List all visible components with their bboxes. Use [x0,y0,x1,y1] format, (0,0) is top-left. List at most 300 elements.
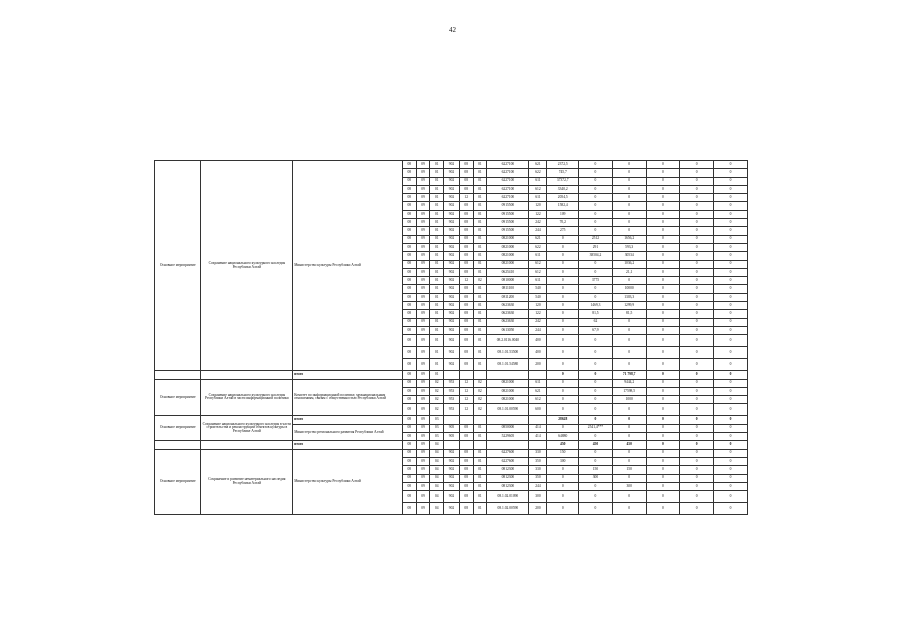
value-cell: 291 [579,243,613,251]
value-cell: 1582,4 [547,202,579,210]
value-cell: 0 [612,491,646,503]
value-cell: 0 [714,302,748,310]
code-cell: 0821000 [487,252,529,260]
code-cell: 08 [402,326,416,334]
value-cell: 0 [680,169,714,177]
code-cell: 902 [444,161,460,169]
total-row [155,416,748,424]
code-cell: 02 [473,277,487,285]
code-cell: 414 [529,424,547,432]
value-cell: 0 [547,474,579,482]
value-cell: 0 [646,185,680,193]
code-cell: 611 [529,252,547,260]
org-name: Комитет по информационной политике, межнациональным отношениям, связям с общественностью Республики Алтай [293,379,403,416]
value-cell: 0 [646,424,680,432]
value-cell: 300 [547,457,579,465]
value-cell: 0 [547,243,579,251]
value-cell: 0 [547,277,579,285]
code-cell: 09 [416,449,430,457]
code-cell: 01 [473,503,487,515]
code-cell: 01 [430,268,444,276]
code-cell: 6227100 [487,185,529,193]
value-cell: 0 [646,404,680,416]
code-cell: 08 [402,194,416,202]
value-cell: 0 [547,387,579,395]
value-cell: 0 [680,449,714,457]
code-cell: 08 [459,235,473,243]
code-cell: 0915500 [487,227,529,235]
code-cell: 902 [444,268,460,276]
section-description: Сохранение национального культурного наследия Республики Алтай [201,161,293,371]
code-cell: 244 [529,227,547,235]
code-cell: 04 [430,474,444,482]
value-cell: 0 [547,235,579,243]
code-cell [444,416,460,424]
value-cell: 67,9 [579,326,613,334]
value-cell: 0 [680,387,714,395]
code-cell: 902 [444,503,460,515]
value-cell: 81,5 [579,310,613,318]
code-cell: 01 [473,326,487,334]
code-cell: 01 [430,252,444,260]
code-cell: 902 [444,310,460,318]
code-cell: 08 [459,310,473,318]
code-cell: 01 [473,474,487,482]
code-cell: 0811200 [487,293,529,301]
value-cell: 0 [646,433,680,441]
code-cell: 08 [459,359,473,371]
value-cell: 10000 [612,285,646,293]
value-cell: 0 [646,441,680,449]
code-cell: 09 [416,227,430,235]
code-cell: 01 [473,449,487,457]
value-cell: 0 [579,260,613,268]
code-cell: 12 [459,404,473,416]
section-description: Сохранение национального культурного наследия Республики Алтай в части информационной политики [201,379,293,416]
code-cell: 09 [416,416,430,424]
code-cell: 09 [416,219,430,227]
value-cell: 0 [612,347,646,359]
value-cell: 0 [714,310,748,318]
code-cell: 242 [529,219,547,227]
code-cell: 09 [416,335,430,347]
value-cell: 0 [612,424,646,432]
code-cell: 0915500 [487,219,529,227]
code-cell: 0821000 [487,243,529,251]
value-cell: 0 [714,326,748,334]
code-cell: 612 [529,185,547,193]
code-cell: 08 [459,243,473,251]
code-cell: 08 [459,177,473,185]
code-cell: 09 [416,202,430,210]
value-cell: 0 [714,194,748,202]
value-cell: 2512 [579,235,613,243]
code-cell: 09 [416,252,430,260]
code-cell: 01 [473,491,487,503]
value-cell: 0 [646,310,680,318]
value-cell: 0 [579,202,613,210]
code-cell: 12 [459,396,473,404]
code-cell: 09 [416,404,430,416]
value-cell: 593,3 [612,243,646,251]
code-cell: 08 [459,491,473,503]
code-cell: 540 [529,293,547,301]
code-cell: 120 [529,202,547,210]
code-cell: 01 [473,268,487,276]
value-cell: 0 [612,457,646,465]
code-cell: 953 [444,404,460,416]
code-cell: 902 [444,252,460,260]
code-cell: 09 [416,210,430,218]
value-cell: 0 [680,416,714,424]
code-cell: 09 [416,194,430,202]
value-cell: 0 [579,379,613,387]
code-cell: 08 [402,285,416,293]
code-cell: 08 [459,260,473,268]
value-cell: 0 [680,285,714,293]
code-cell [487,441,529,449]
code-cell: 01 [430,235,444,243]
value-cell: 0 [547,302,579,310]
value-cell: 0 [646,219,680,227]
code-cell: 622 [529,169,547,177]
code-cell: 902 [444,293,460,301]
code-cell: 02 [430,379,444,387]
value-cell: 2372,5 [547,161,579,169]
value-cell: 0 [680,268,714,276]
code-cell: 09 [416,161,430,169]
value-cell: 0 [646,194,680,202]
code-cell: 08 [459,347,473,359]
code-cell: 08 [459,424,473,432]
value-cell: 0 [680,302,714,310]
code-cell: 08 [402,335,416,347]
code-cell: 122 [529,210,547,218]
value-cell: 0 [714,371,748,379]
code-cell: 0821000 [487,387,529,395]
value-cell: 0 [579,396,613,404]
code-cell: 902 [444,474,460,482]
code-cell: 08 [402,404,416,416]
value-cell: 0 [646,302,680,310]
code-cell [473,371,487,379]
value-cell: 0 [680,161,714,169]
code-cell: 01 [430,219,444,227]
value-cell: 0 [579,293,613,301]
code-cell: 01 [430,371,444,379]
code-cell: 244 [529,482,547,490]
value-cell: 0 [680,433,714,441]
code-cell: 09 [416,359,430,371]
code-cell: 0625410 [487,268,529,276]
code-cell: 611 [529,194,547,202]
code-cell: 09 [416,387,430,395]
value-cell: 0 [579,371,613,379]
code-cell: 5229605 [487,433,529,441]
code-cell: 902 [444,277,460,285]
code-cell: 01 [430,347,444,359]
value-cell: 9444,2 [612,379,646,387]
code-cell: 01 [430,260,444,268]
code-cell: 902 [444,227,460,235]
value-cell: 0 [579,457,613,465]
total-label: итого [293,371,403,379]
code-cell: 08 [402,449,416,457]
value-cell: 3775 [579,277,613,285]
value-cell: 70,2 [547,219,579,227]
value-cell: 0 [646,235,680,243]
value-cell: 0 [714,252,748,260]
value-cell: 0 [714,449,748,457]
code-cell: 02 [430,396,444,404]
value-cell: 0 [579,177,613,185]
code-cell: 08 [459,268,473,276]
code-cell: 902 [444,194,460,202]
value-cell: 0 [612,503,646,515]
code-cell: 01 [430,177,444,185]
code-cell: 04 [430,449,444,457]
code-cell: 400 [529,335,547,347]
code-cell: 08 [459,219,473,227]
code-cell: 08 [402,503,416,515]
code-cell [529,416,547,424]
code-cell: 09 [416,424,430,432]
value-cell: 62 [579,318,613,326]
value-cell: 0 [646,252,680,260]
org-name: Министерство регионального развития Республики Алтай [293,424,403,441]
code-cell: 09 [416,491,430,503]
value-cell: 0 [612,177,646,185]
code-cell: 905 [444,424,460,432]
code-cell: 0623630 [487,302,529,310]
code-cell: 902 [444,235,460,243]
value-cell: 0 [547,268,579,276]
code-cell: 08 [402,243,416,251]
value-cell: 0 [612,335,646,347]
code-cell: 01 [473,347,487,359]
value-cell: 0 [579,387,613,395]
code-cell: 08 [402,219,416,227]
code-cell [459,371,473,379]
value-cell: 0 [646,227,680,235]
value-cell: 0 [612,185,646,193]
code-cell: 01 [430,310,444,318]
value-cell: 0 [547,396,579,404]
value-cell: 0 [579,404,613,416]
code-cell: 122 [529,310,547,318]
code-cell: 09 [416,268,430,276]
value-cell: 0 [646,268,680,276]
value-cell: 0 [714,235,748,243]
value-cell: 0 [579,503,613,515]
section-type-label: Основное мероприятие [155,161,201,371]
code-cell: 09 [416,379,430,387]
code-cell: 902 [444,457,460,465]
code-cell: 01 [430,326,444,334]
value-cell: 0 [579,161,613,169]
code-cell: 08 [459,466,473,474]
code-cell: 01 [430,285,444,293]
value-cell: 0 [714,293,748,301]
code-cell: 08 [402,396,416,404]
value-cell: 0 [612,194,646,202]
code-cell: 08 [402,293,416,301]
org-name: Министерство культуры Республики Алтай [293,449,403,514]
value-cell: 0 [646,243,680,251]
code-cell: 01 [473,359,487,371]
value-cell: 0 [646,466,680,474]
value-cell: 0 [547,491,579,503]
code-cell: 01 [473,433,487,441]
code-cell: 902 [444,185,460,193]
code-cell: 0915500 [487,202,529,210]
code-cell [529,441,547,449]
code-cell: 08 [402,268,416,276]
code-cell: 01 [430,318,444,326]
code-cell: 03 [430,433,444,441]
value-cell: 37372,7 [547,177,579,185]
code-cell: 902 [444,177,460,185]
value-cell: 450 [612,441,646,449]
value-cell: 0 [714,474,748,482]
code-cell: 242 [529,318,547,326]
value-cell: 300 [612,482,646,490]
value-cell: 0 [680,310,714,318]
value-cell: 28628 [547,416,579,424]
value-cell: 0 [579,169,613,177]
empty-cell [201,441,293,449]
value-cell: 0 [680,424,714,432]
value-cell: 81,5 [612,310,646,318]
value-cell: 0 [680,194,714,202]
value-cell: 0 [547,404,579,416]
code-cell: 902 [444,466,460,474]
code-cell: 0812300 [487,482,529,490]
code-cell [529,371,547,379]
value-cell: 0 [579,482,613,490]
code-cell: 08 [402,260,416,268]
value-cell: 0 [680,457,714,465]
value-cell: 275 [547,227,579,235]
code-cell: 08 [459,326,473,334]
code-cell: 01 [430,293,444,301]
code-cell: 08 [459,449,473,457]
value-cell: 0 [646,359,680,371]
code-cell: 01 [473,235,487,243]
code-cell: 6227100 [487,161,529,169]
value-cell: 0 [680,277,714,285]
code-cell: 622 [529,243,547,251]
code-cell: 08 [459,503,473,515]
code-cell: 612 [529,260,547,268]
code-cell: 08.1.01.53500 [487,347,529,359]
code-cell: 09 [416,326,430,334]
code-cell: 08 [402,433,416,441]
code-cell: 08.1.02.01090 [487,491,529,503]
value-cell: 0 [646,335,680,347]
value-cell: 0 [646,260,680,268]
code-cell: 01 [430,335,444,347]
code-cell: 902 [444,359,460,371]
code-cell: 540 [529,285,547,293]
value-cell: 0 [579,194,613,202]
code-cell: 08 [459,185,473,193]
empty-cell [155,441,201,449]
code-cell: 905 [444,433,460,441]
code-cell: 01 [473,335,487,347]
code-cell: 09 [416,457,430,465]
value-cell: 0 [646,177,680,185]
value-cell: 0 [714,219,748,227]
empty-cell [201,371,293,379]
value-cell: 0 [680,379,714,387]
code-cell: 400 [529,347,547,359]
value-cell: 0 [680,503,714,515]
code-cell: 0821000 [487,260,529,268]
value-cell: 0 [547,252,579,260]
value-cell: 64880 [547,433,579,441]
code-cell: 01 [473,457,487,465]
value-cell: 0 [612,359,646,371]
value-cell: 0 [680,235,714,243]
value-cell: 0 [646,347,680,359]
code-cell: 08.1.02.00590 [487,503,529,515]
value-cell: 0 [579,491,613,503]
org-name: Министерство культуры Республики Алтай [293,161,403,371]
code-cell [487,416,529,424]
value-cell: 450 [579,441,613,449]
code-cell: 09 [416,482,430,490]
value-cell: 0 [547,503,579,515]
code-cell: 09 [416,285,430,293]
value-cell: 17598,5 [612,387,646,395]
code-cell: 09 [416,177,430,185]
value-cell: 0 [579,219,613,227]
value-cell: 0 [612,449,646,457]
code-cell [487,371,529,379]
code-cell: 01 [430,169,444,177]
code-cell: 09 [416,235,430,243]
value-cell: 21,1 [612,268,646,276]
code-cell: 6227100 [487,177,529,185]
value-cell: 150 [579,466,613,474]
value-cell: 2054,5 [547,194,579,202]
code-cell: 0821000 [487,396,529,404]
code-cell: 01 [430,161,444,169]
value-cell: 0 [612,404,646,416]
code-cell: 03 [430,416,444,424]
value-cell: 0 [579,227,613,235]
value-cell: 0 [547,482,579,490]
value-cell: 0 [612,433,646,441]
total-row [155,441,748,449]
code-cell: 12 [459,387,473,395]
value-cell: 0 [680,260,714,268]
value-cell: 0 [646,326,680,334]
code-cell: 08 [402,202,416,210]
value-cell: 0 [612,474,646,482]
empty-cell [155,371,201,379]
value-cell: 0 [612,326,646,334]
value-cell: 0 [714,210,748,218]
value-cell: 0 [680,491,714,503]
value-cell: 0 [714,260,748,268]
value-cell: 450 [547,441,579,449]
code-cell: 300 [529,491,547,503]
code-cell: 09 [416,396,430,404]
value-cell: 150 [612,466,646,474]
value-cell: 0 [646,457,680,465]
